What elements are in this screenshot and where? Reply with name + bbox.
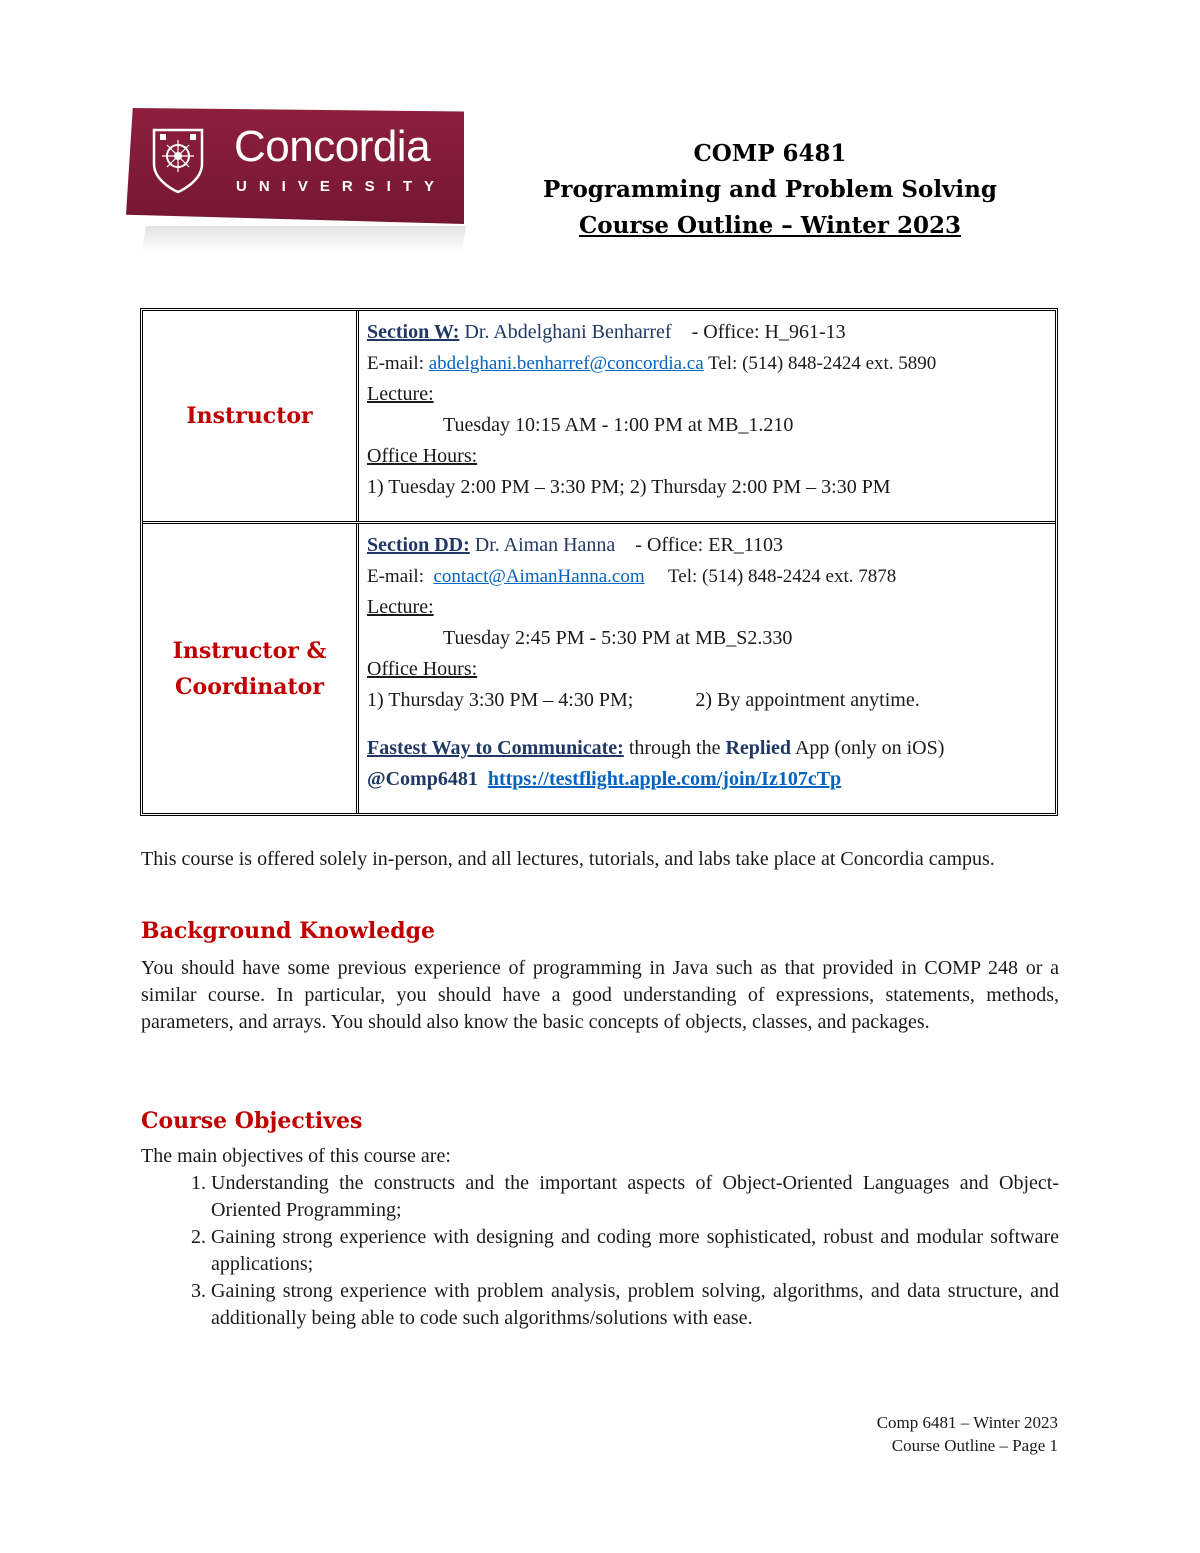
section-dd-label: Section DD: xyxy=(367,534,470,556)
coordinator-label-cell xyxy=(143,524,359,813)
lecture-time: Tuesday 10:15 AM - 1:00 PM at MB_1.210 xyxy=(443,414,794,436)
instructor-row xyxy=(143,311,1055,524)
lecture-label: Lecture: xyxy=(367,596,434,618)
instructor-office: - Office: H_961-13 xyxy=(691,321,846,343)
instructor-label-cell xyxy=(143,311,359,521)
coordinator-details-cell xyxy=(367,530,1055,795)
email-prefix: E-mail: xyxy=(367,566,424,587)
replied-app-name: Replied xyxy=(725,737,792,759)
office-hours-label: Office Hours: xyxy=(367,445,478,467)
instructor-tel: Tel: (514) 848-2424 ext. 5890 xyxy=(708,353,937,374)
testflight-link[interactable]: https://testflight.apple.com/join/Iz107cTp xyxy=(487,768,842,790)
coordinator-row xyxy=(143,524,1055,813)
office-hours-label: Office Hours: xyxy=(367,658,478,680)
list-item: 3. Gaining strong experience with problem analysis, problem solving, algorithms, and data structure, and additionally being able to code such algorithms/solutions with ease. xyxy=(211,1278,1059,1332)
course-code: COMP 6481 xyxy=(693,140,847,167)
footer-line-2: Course Outline – Page 1 xyxy=(891,1436,1058,1455)
list-item: 1. Understanding the constructs and the important aspects of Object-Oriented Languages and Object-Oriented Programming; xyxy=(211,1170,1059,1224)
email-prefix: E-mail: xyxy=(367,353,424,374)
instructor-name: Dr. Abdelghani Benharref xyxy=(464,321,672,343)
fastest-text-1: through the xyxy=(628,737,721,759)
instructor-details-cell xyxy=(367,317,1055,503)
logo-shadow xyxy=(142,226,466,252)
logo-subtitle: UNIVERSITY xyxy=(236,178,447,195)
background-paragraph: You should have some previous experience of programming in Java such as that provided in COMP 248 or a similar course. In particular, you should have a good understanding of expressions, statements, methods, parameters, and arrays. You should also know the basic concepts of objects, classes, and packages. xyxy=(141,957,1059,1033)
objectives-list xyxy=(141,1170,1059,1332)
lecture-time: Tuesday 2:45 PM - 5:30 PM at MB_S2.330 xyxy=(443,627,793,649)
course-name: Programming and Problem Solving xyxy=(543,176,997,203)
course-handle: @Comp6481 xyxy=(367,768,478,790)
page-footer xyxy=(877,1411,1058,1457)
coordinator-name: Dr. Aiman Hanna xyxy=(474,534,616,556)
coordinator-label-line1: Instructor & xyxy=(172,637,327,664)
instructor-table xyxy=(140,308,1058,816)
course-outline-title: Course Outline – Winter 2023 xyxy=(578,212,962,239)
section-w-label: Section W: xyxy=(367,321,460,343)
coordinator-label-line2: Coordinator xyxy=(175,673,324,700)
lecture-label: Lecture: xyxy=(367,383,434,405)
office-hours-2: 2) By appointment anytime. xyxy=(695,689,920,711)
coordinator-office: - Office: ER_1103 xyxy=(635,534,784,556)
instructor-email-link[interactable]: abdelghani.benharref@concordia.ca xyxy=(428,353,704,374)
objectives-intro: The main objectives of this course are: xyxy=(141,1145,451,1167)
objectives-heading: Course Objectives xyxy=(141,1108,363,1134)
coordinator-tel: Tel: (514) 848-2424 ext. 7878 xyxy=(668,566,897,587)
fastest-text-2: App (only on iOS) xyxy=(794,737,945,759)
document-title xyxy=(520,136,1020,244)
intro-paragraph: This course is offered solely in-person, and all lectures, tutorials, and labs take place at Concordia campus. xyxy=(141,848,995,870)
coordinator-email-link[interactable]: contact@AimanHanna.com xyxy=(433,566,645,587)
university-logo xyxy=(126,108,466,254)
list-item: 2. Gaining strong experience with designing and coding more sophisticated, robust and modular software applications; xyxy=(211,1224,1059,1278)
background-heading: Background Knowledge xyxy=(141,918,436,944)
logo-name: Concordia xyxy=(234,122,431,171)
fastest-label: Fastest Way to Communicate: xyxy=(367,737,624,759)
crest-icon xyxy=(150,126,206,196)
office-hours: 1) Tuesday 2:00 PM – 3:30 PM; 2) Thursday 2:00 PM – 3:30 PM xyxy=(367,476,891,498)
coordinator-label xyxy=(173,633,327,705)
office-hours-1: 1) Thursday 3:30 PM – 4:30 PM; xyxy=(367,689,634,711)
footer-line-1: Comp 6481 – Winter 2023 xyxy=(876,1413,1058,1432)
instructor-label: Instructor xyxy=(186,403,313,429)
